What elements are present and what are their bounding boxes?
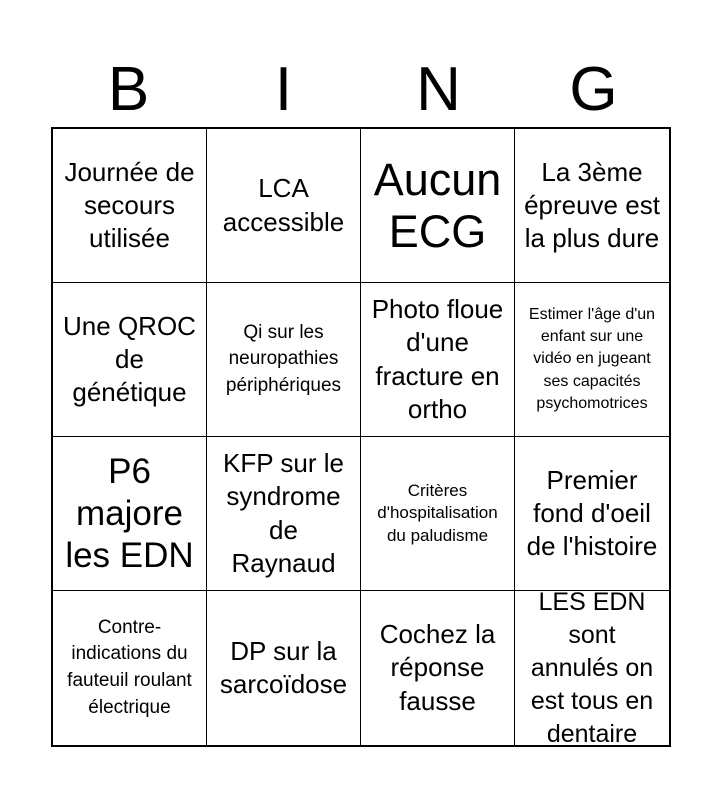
bingo-cell[interactable]: LCA accessible (207, 129, 361, 283)
header-letter-i: I (274, 55, 293, 124)
bingo-cell[interactable]: DP sur la sarcoïdose (207, 591, 361, 745)
bingo-cell[interactable]: Aucun ECG (361, 129, 515, 283)
bingo-header (51, 50, 671, 128)
header-letter-n: N (416, 55, 461, 124)
bingo-cell[interactable]: Qi sur les neuropathies périphériques (207, 283, 361, 437)
bingo-cell[interactable]: Premier fond d'oeil de l'histoire (515, 437, 669, 591)
bingo-cell[interactable]: Journée de secours utilisée (53, 129, 207, 283)
bingo-cell[interactable]: LES EDN sont annulés on est tous en dentaire (530, 591, 654, 745)
bingo-cell[interactable]: Estimer l'âge d'un enfant sur une vidéo en jugeant ses capacités psychomotrices (515, 283, 669, 437)
bingo-cell[interactable]: Contre-indications du fauteuil roulant électrique (53, 591, 207, 745)
bingo-cell[interactable]: P6 majore les EDN (53, 437, 207, 591)
bingo-cell[interactable]: KFP sur le syndrome de Raynaud (207, 437, 361, 591)
bingo-cell[interactable]: Photo floue d'une fracture en ortho (361, 283, 515, 437)
bingo-cell[interactable]: Critères d'hospitalisation du paludisme (361, 437, 515, 591)
header-letter-b: B (107, 55, 150, 124)
bingo-cell[interactable]: Cochez la réponse fausse (361, 591, 515, 745)
bingo-cell[interactable]: Une QROC de génétique (53, 283, 207, 437)
bingo-cell[interactable]: La 3ème épreuve est la plus dure (515, 129, 669, 283)
bingo-grid (51, 127, 671, 747)
header-letter-g: G (569, 55, 618, 124)
